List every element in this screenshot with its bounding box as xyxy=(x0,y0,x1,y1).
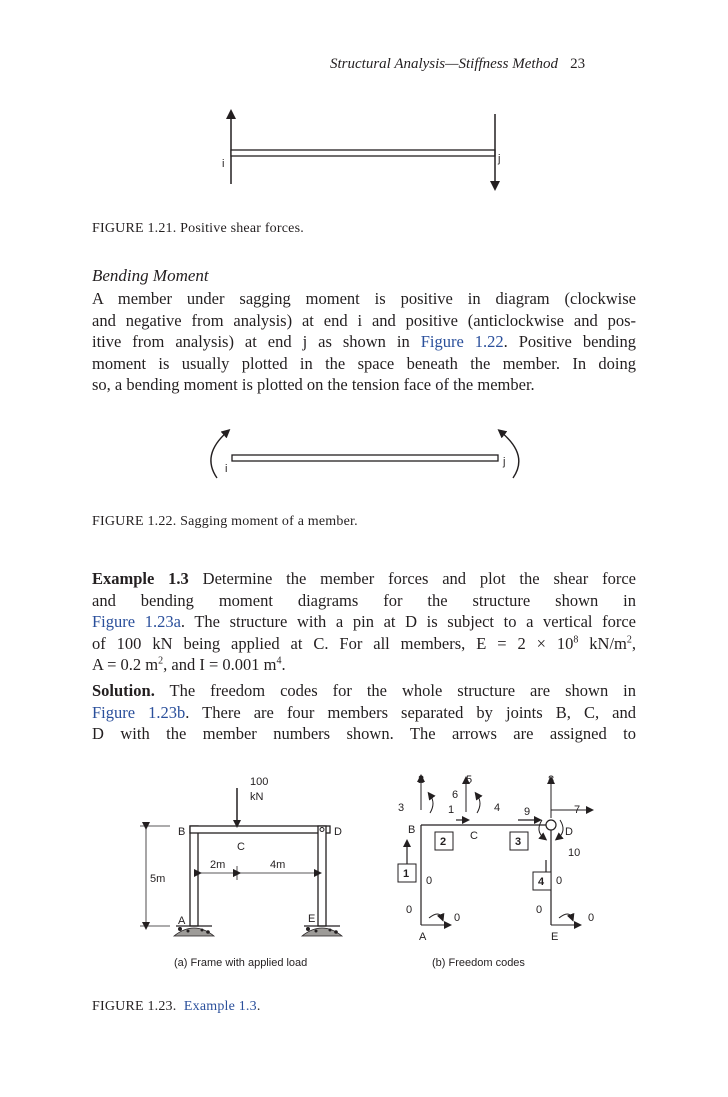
frame-diagram xyxy=(140,776,342,969)
node-d-label: D xyxy=(565,826,573,838)
figure-1-22-link[interactable]: Figure 1.22 xyxy=(420,332,504,351)
member-1-number: 1 xyxy=(403,868,410,880)
dof-arrow-b-rotation xyxy=(430,795,433,813)
dof-arrow-d10-rotation xyxy=(558,820,563,838)
code-0-a-rotation: 0 xyxy=(406,904,413,916)
paragraph-line: Figure 1.23b. There are four members separated by joints B, C, and xyxy=(92,702,636,722)
support-e xyxy=(302,926,342,936)
code-0-a-vertical: 0 xyxy=(426,875,433,887)
beam-member xyxy=(232,455,498,461)
node-e-label: E xyxy=(551,931,559,943)
paragraph-line: Figure 1.23a. The structure with a pin at D is subject to a vertical force xyxy=(92,612,636,631)
figure-1-23 xyxy=(130,768,610,978)
paragraph-line: and bending moment diagrams for the structure shown in xyxy=(92,590,636,610)
member-4-number: 4 xyxy=(538,876,545,888)
figure-1-21 xyxy=(200,100,530,200)
figure-1-23-caption: FIGURE 1.23. Example 1.3. xyxy=(92,999,261,1014)
code-0-e-vertical: 0 xyxy=(556,875,563,887)
member-2-number: 2 xyxy=(440,836,447,848)
figure-1-21-caption: FIGURE 1.21. Positive shear forces. xyxy=(92,221,304,236)
running-title: Structural Analysis—Stiffness Method xyxy=(330,56,559,72)
dim-5m: 5m xyxy=(150,873,166,885)
beam-bd xyxy=(190,826,330,833)
code-3: 3 xyxy=(398,802,405,814)
load-unit: kN xyxy=(250,791,264,803)
example-title: Example 1.3 xyxy=(92,569,189,588)
code-6: 6 xyxy=(452,789,459,801)
paragraph-line: A = 0.2 $m^2$, and I = 0.001 $m^4$. xyxy=(92,655,286,674)
support-a xyxy=(174,926,214,936)
paragraph-line: so, a bending moment is plotted on the tension face of the member. xyxy=(92,375,535,394)
dof-arrow-d9-rotation xyxy=(539,820,544,838)
code-2: 2 xyxy=(418,774,425,786)
paragraph-line: moment is usually plotted in the space beneath the member. In doing xyxy=(92,353,636,373)
code-4: 4 xyxy=(494,802,501,814)
paragraph-line: Example 1.3 Determine the member forces and plot the shear force xyxy=(92,569,636,588)
node-a-label: A xyxy=(419,931,427,943)
pin-d xyxy=(546,820,556,830)
paragraph-line: and negative from analysis) at end i and positive (anticlockwise and pos- xyxy=(92,310,636,330)
column-de xyxy=(318,826,326,926)
end-label-i: i xyxy=(225,463,228,475)
figure-1-22-caption: FIGURE 1.22. Sagging moment of a member. xyxy=(92,514,358,529)
solution-title: Solution. xyxy=(92,681,155,700)
code-8: 8 xyxy=(548,774,555,786)
joint-c-label: C xyxy=(237,841,245,853)
code-0-e-horizontal: 0 xyxy=(588,912,595,924)
figure-1-23a-link[interactable]: Figure 1.23a xyxy=(92,612,181,631)
pin-d xyxy=(320,828,324,832)
figure-1-23b-link[interactable]: Figure 1.23b xyxy=(92,702,186,722)
code-9: 9 xyxy=(524,806,531,818)
node-c-label: C xyxy=(470,830,478,842)
code-7: 7 xyxy=(574,804,581,816)
load-value: 100 xyxy=(250,776,269,788)
end-label-j: j xyxy=(498,153,501,165)
section-title: Bending Moment xyxy=(92,266,209,285)
solution-paragraph xyxy=(92,680,636,745)
column-ab xyxy=(190,826,198,926)
subcaption-a: (a) Frame with applied load xyxy=(174,957,308,969)
figure-1-22 xyxy=(195,420,535,490)
paragraph-line: itive from analysis) at end j as shown in Figure 1.22. Positive bending xyxy=(92,332,636,351)
paragraph-line: A member under sagging moment is positive in diagram (clockwise xyxy=(92,289,636,308)
code-0-a-horizontal: 0 xyxy=(454,912,461,924)
paragraph-line: D with the member numbers shown. The arrows are assigned to xyxy=(92,724,636,743)
end-label-i: i xyxy=(222,158,225,170)
joint-a-label: A xyxy=(178,915,186,927)
freedom-codes-diagram xyxy=(398,774,594,969)
dim-4m: 4m xyxy=(270,859,286,871)
end-label-j: j xyxy=(503,456,506,468)
code-5: 5 xyxy=(466,774,473,786)
section-paragraph xyxy=(92,288,636,396)
dim-2m: 2m xyxy=(210,859,226,871)
running-header xyxy=(330,56,585,73)
example-paragraph xyxy=(92,568,636,676)
joint-e-label: E xyxy=(308,913,316,925)
code-10: 10 xyxy=(568,847,581,859)
member-3-number: 3 xyxy=(515,836,522,848)
dof-arrow-c-rotation xyxy=(477,795,480,813)
beam-member xyxy=(231,150,495,156)
paragraph-line: Solution. The freedom codes for the whole structure are shown in xyxy=(92,681,637,700)
moment-arrow-j xyxy=(501,432,519,478)
page-number: 23 xyxy=(570,56,586,72)
node-b-label: B xyxy=(408,824,416,836)
joint-d-label: D xyxy=(334,826,342,838)
example-1-3-link[interactable]: Example 1.3 xyxy=(183,999,257,1014)
code-1: 1 xyxy=(448,804,455,816)
dof-arrow-a-rotation xyxy=(429,914,442,918)
subcaption-b: (b) Freedom codes xyxy=(432,957,525,969)
joint-b-label: B xyxy=(178,826,186,838)
code-0-e-rotation: 0 xyxy=(536,904,543,916)
dof-arrow-e-rotation xyxy=(559,914,572,918)
paragraph-line: of 100 kN being applied at C. For all members, $E = 2 \times 10^8$ $kN/m^2$, xyxy=(92,633,636,653)
